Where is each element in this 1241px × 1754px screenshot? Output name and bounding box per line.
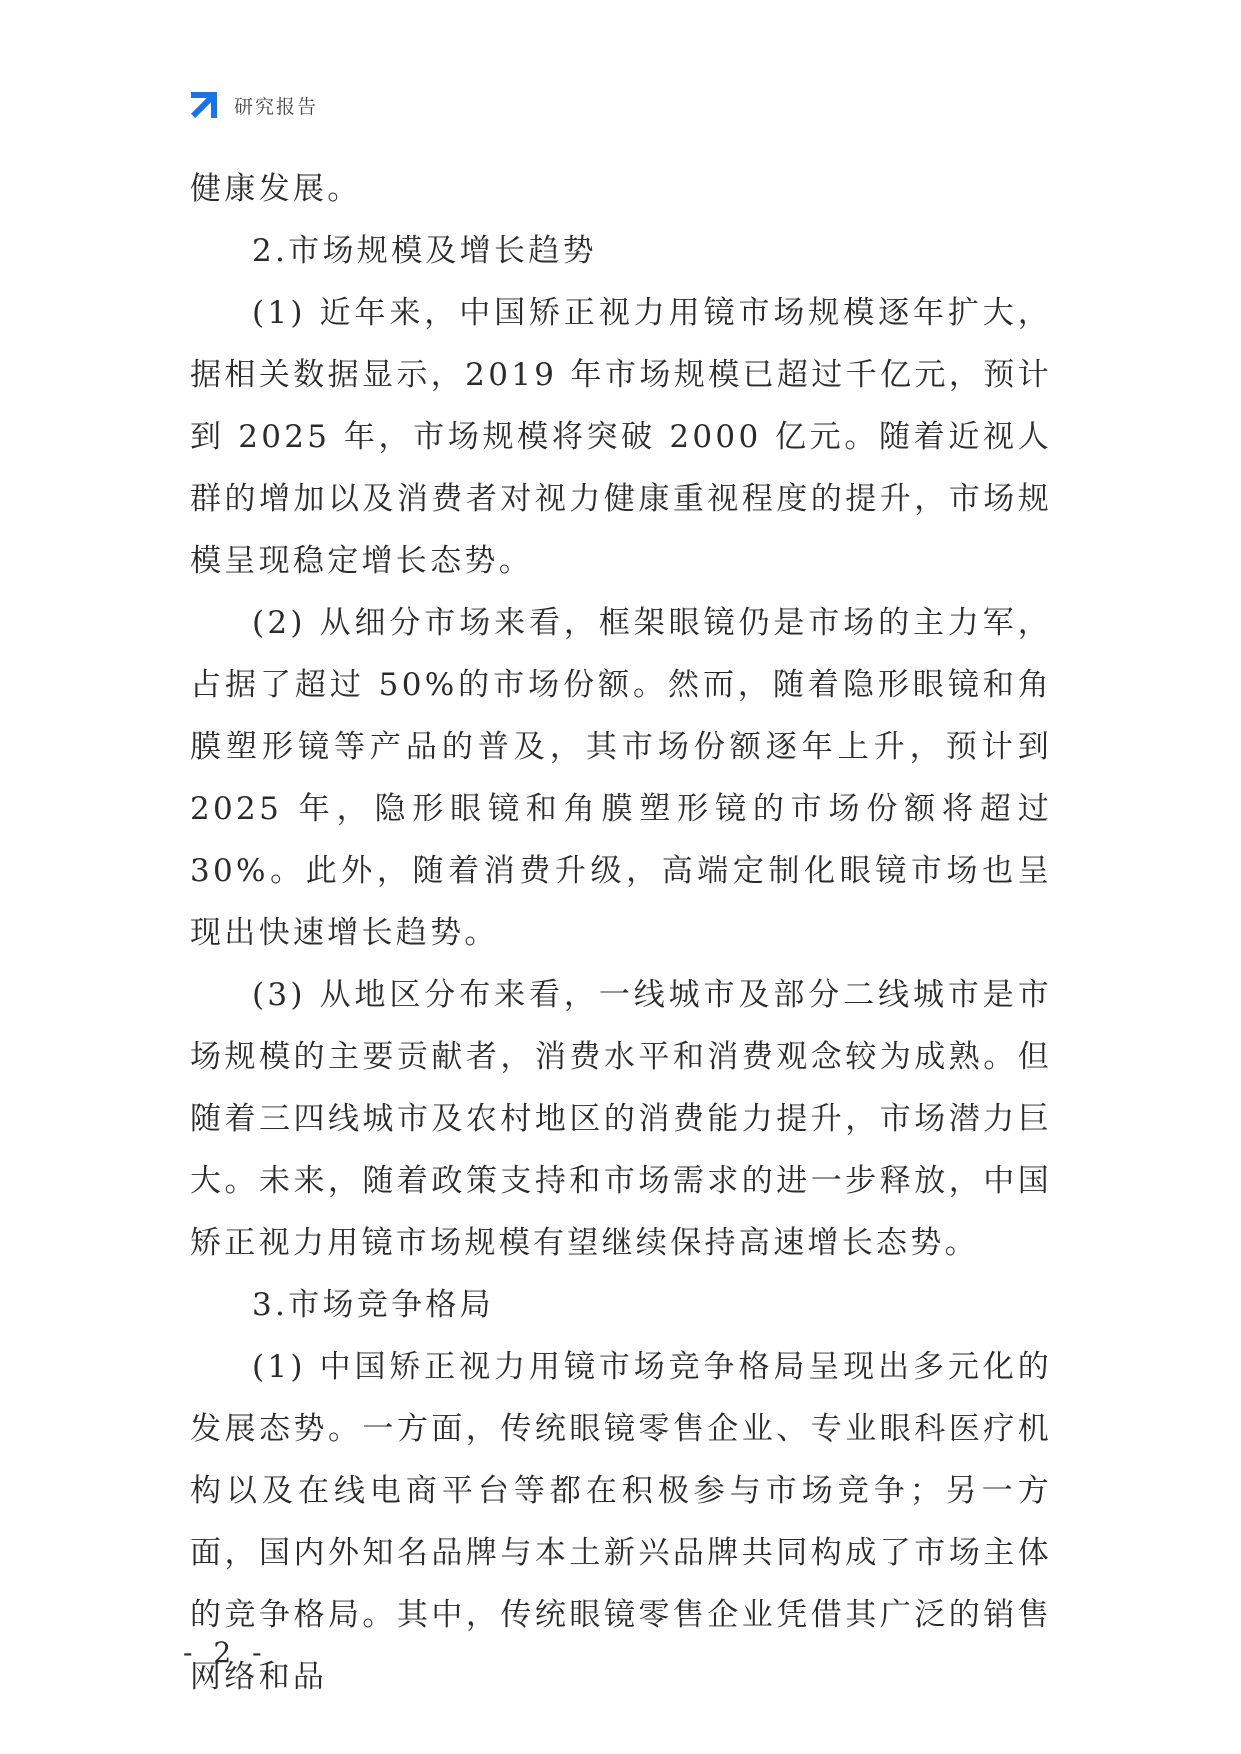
section-heading-market-size: 2.市场规模及增长趋势 — [252, 233, 597, 269]
paragraph-market-size-3: (3) 从地区分布来看，一线城市及部分二线城市是市场规模的主要贡献者，消费水平和消费观念较为成熟。但随着三四线城市及农村地区的消费能力提升，市场潜力巨大。未来，随着政策支持和市场需求的进一步释放，中国矫正视力用镜市场规模有望继续保持高速增长态势。 — [190, 977, 1052, 1261]
diagonal-arrow-logo-icon — [188, 89, 220, 121]
paragraph-continuation: 健康发展。 — [190, 171, 362, 207]
paragraph-market-size-1: (1) 近年来，中国矫正视力用镜市场规模逐年扩大，据相关数据显示，2019 年市场规模已超过千亿元，预计到 2025 年，市场规模将突破 2000 亿元。随着近视人群的增加以及消费者对视力健康重视程度的提升，市场规模呈现稳定增长态势。 — [190, 295, 1052, 579]
header-label: 研究报告 — [234, 95, 319, 118]
report-header — [188, 89, 318, 121]
paragraph-market-size-2: (2) 从细分市场来看，框架眼镜仍是市场的主力军，占据了超过 50%的市场份额。然而，随着隐形眼镜和角膜塑形镜等产品的普及，其市场份额逐年上升，预计到 2025 年，隐形眼镜和角膜塑形镜的市场份额将超过 30%。此外，随着消费升级，高端定制化眼镜市场也呈现出快速增长趋势。 — [190, 605, 1052, 951]
page-number: - 2 - — [183, 1636, 268, 1669]
document-body — [190, 158, 1052, 1708]
paragraph-competition-1: (1) 中国矫正视力用镜市场竞争格局呈现出多元化的发展态势。一方面，传统眼镜零售企业、专业眼科医疗机构以及在线电商平台等都在积极参与市场竞争；另一方面，国内外知名品牌与本土新兴品牌共同构成了市场主体的竞争格局。其中，传统眼镜零售企业凭借其广泛的销售网络和品 — [190, 1349, 1052, 1695]
section-heading-competition: 3.市场竞争格局 — [252, 1287, 494, 1323]
